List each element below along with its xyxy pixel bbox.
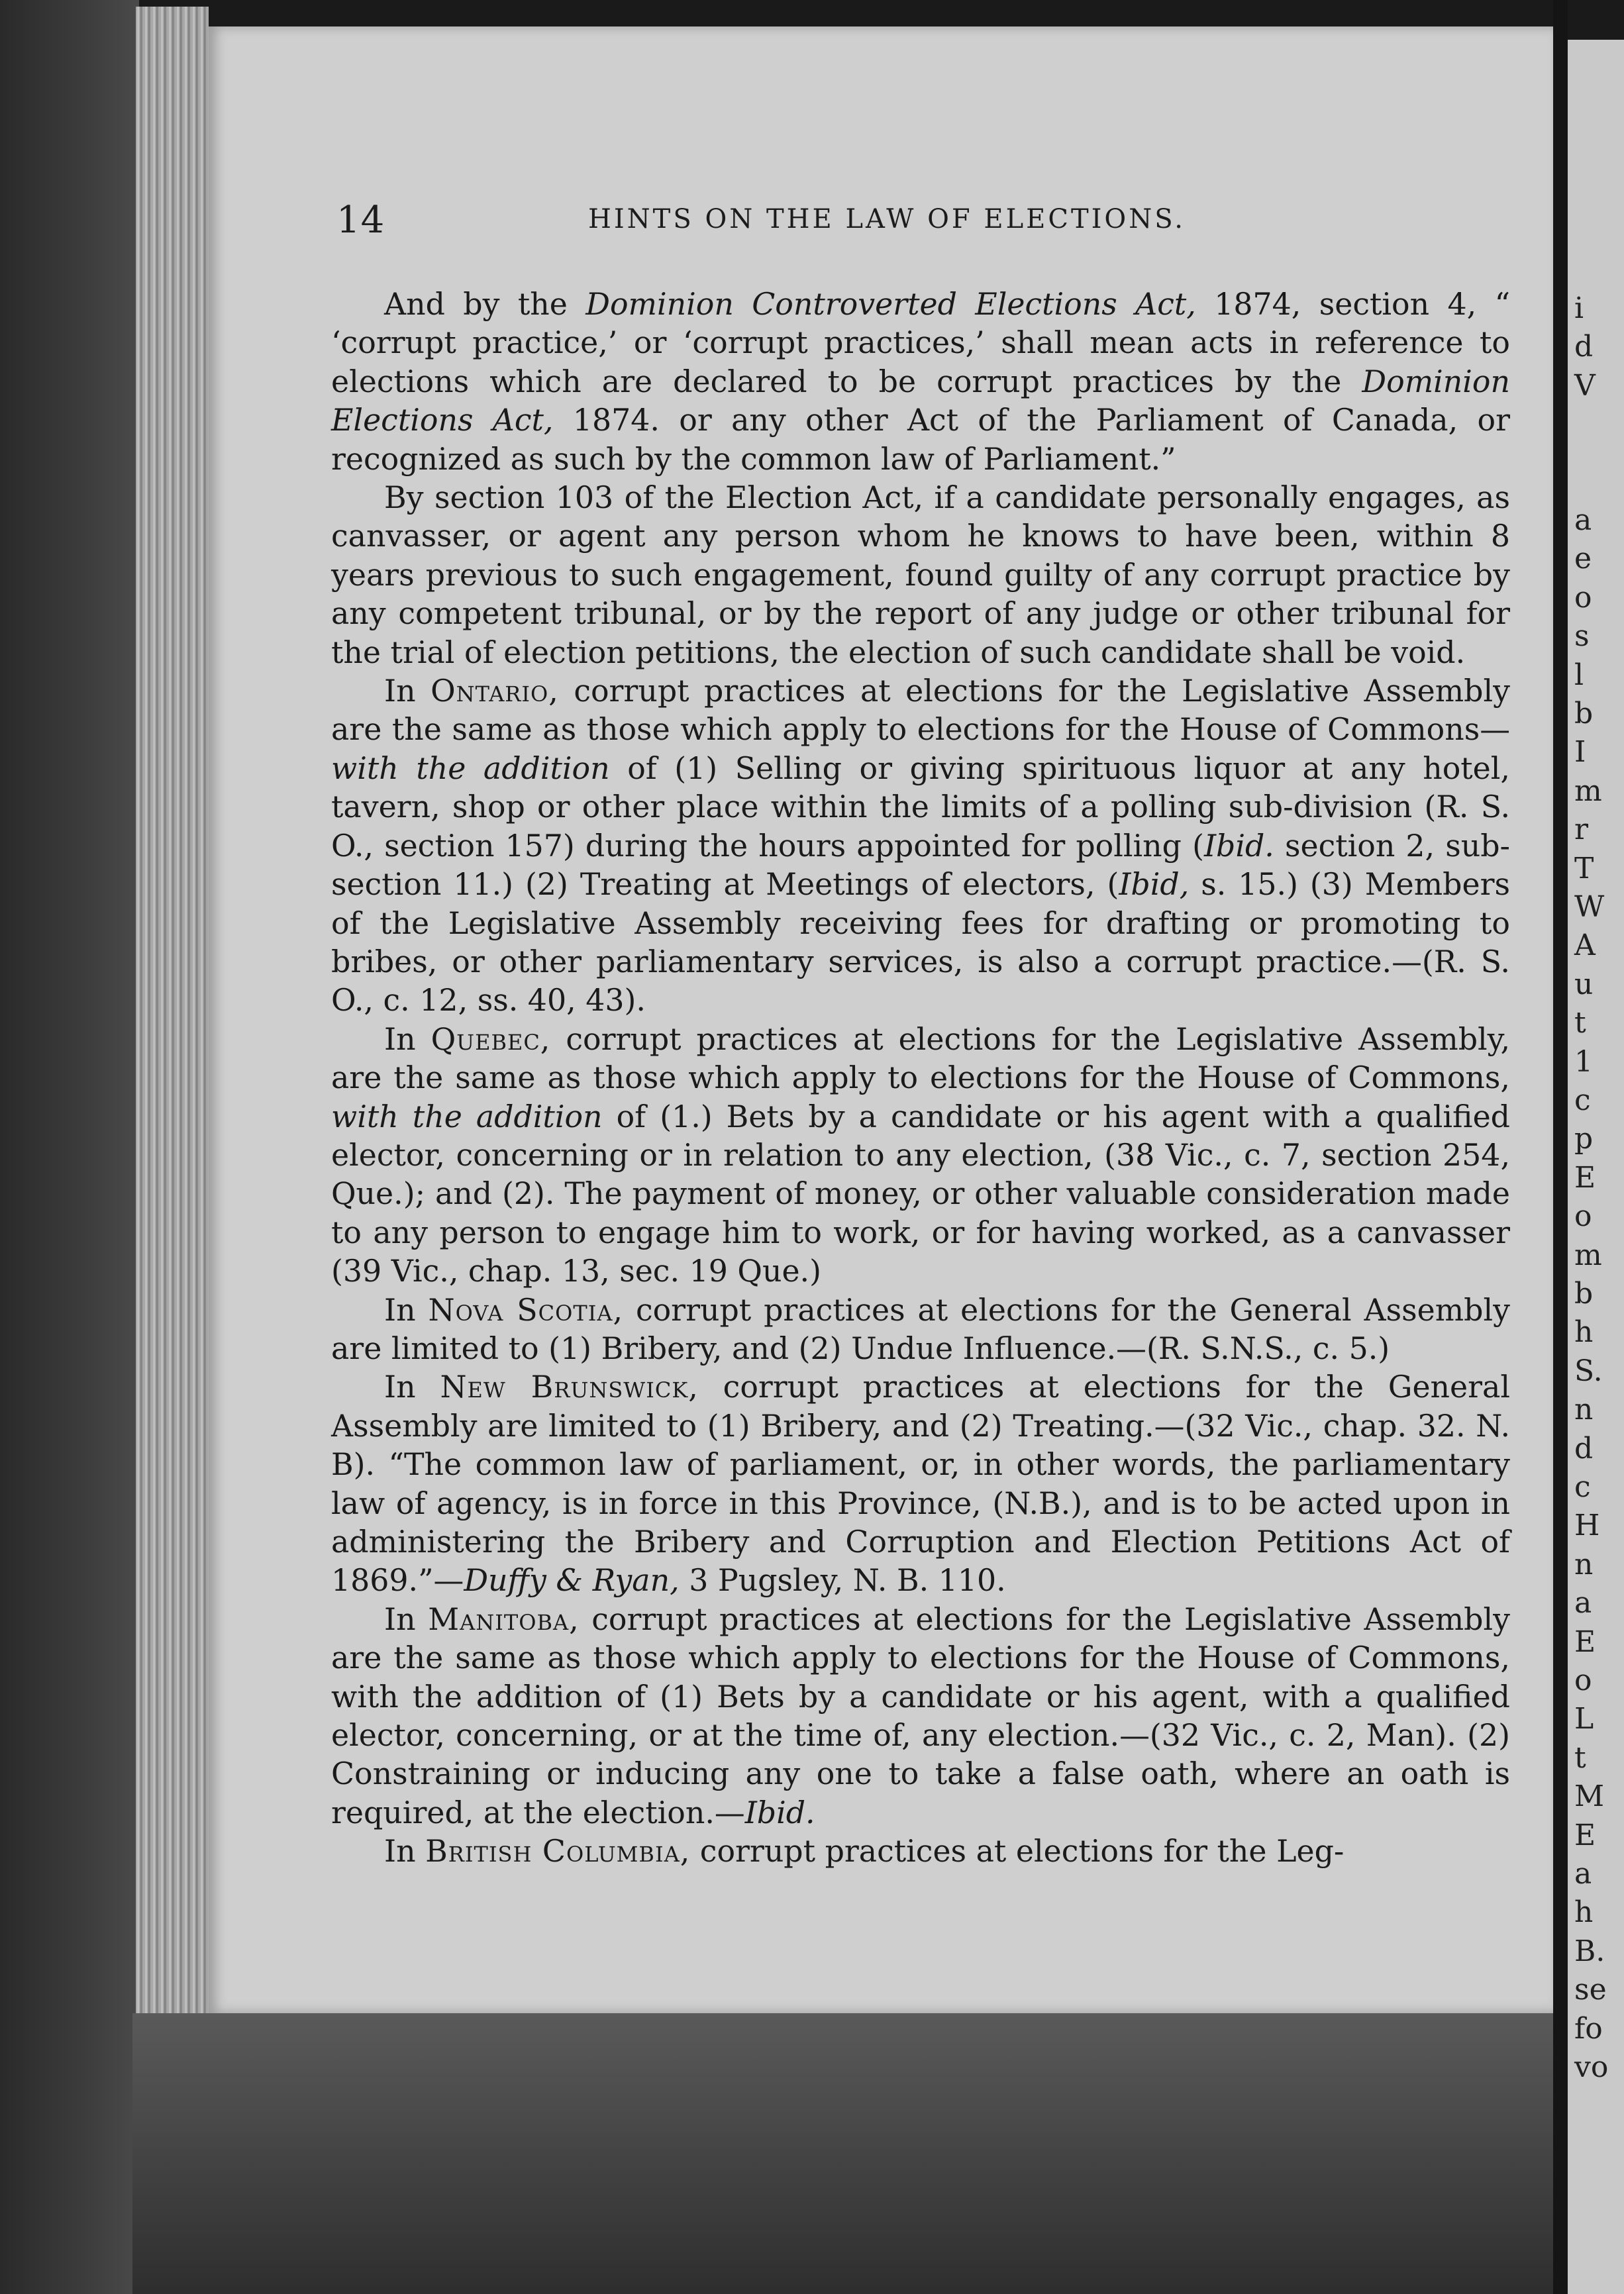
- facing-page-text: s: [1574, 619, 1590, 654]
- facing-page-text: r: [1574, 813, 1589, 847]
- facing-page-text: I: [1574, 735, 1586, 770]
- facing-page-text: p: [1574, 1122, 1594, 1156]
- paragraph-new-brunswick: In New Brunswick, corrupt practices at elections for the General Assembly are limited to (1) Bribery, and (2) Treating.—(32 Vic., chap. 32. N. B). “The common law of parliament, or, in other words, the parliamentary law of agency, is in force in this Province, (N.B.), and is to be acted upon in administering the Bribery and Corruption and Election Petitions Act of 1869.”—Duffy & Ryan, 3 Pugsley, N. B. 110.: [331, 1369, 1510, 1599]
- facing-page-text: h: [1574, 1895, 1594, 1930]
- facing-page-text: h: [1574, 1315, 1594, 1350]
- paragraph-ontario: In Ontario, corrupt practices at elections for the Legislative Assembly are the same as those which apply to elections for the House of Commons—with the addition of (1) Selling or giving spirituous liquor at any hotel, tavern, shop or other place within the limits of a polling sub-division (R. S. O., section 157) during the hours appointed for polling (Ibid. section 2, sub-section 11.) (2) Treating at Meetings of electors, (Ibid, s. 15.) (3) Members of the Legislative Assembly receiving fees for drafting or promoting to bribes, or other parliamentary services, is also a corrupt practice.—(R. S. O., c. 12, ss. 40, 43).: [331, 673, 1510, 1019]
- facing-page-text: o: [1574, 580, 1592, 615]
- facing-page-text: c: [1574, 1083, 1591, 1117]
- paragraph-quebec: In Quebec, corrupt practices at elections for the Legislative Assembly, are the same as those which apply to elections for the House of Commons, with the addition of (1.) Bets by a candidate or his agent with a qualified elector, concerning or in relation to any election, (38 Vic., c. 7, section 254, Que.); and (2). The payment of money, or other valuable consideration made to any person to engage him to work, or for having worked, as a canvasser (39 Vic., chap. 13, sec. 19 Que.): [331, 1021, 1510, 1289]
- facing-page-text: o: [1574, 1664, 1592, 1697]
- facing-page-text: T: [1574, 851, 1594, 885]
- running-header: [336, 199, 1509, 245]
- scan-background-left: [0, 0, 139, 2294]
- facing-page-text: 1: [1574, 1044, 1593, 1079]
- facing-page-text: c: [1574, 1470, 1591, 1504]
- facing-page-text: E: [1574, 1624, 1596, 1659]
- facing-page-text: a: [1574, 1586, 1592, 1621]
- facing-page-text: S.: [1574, 1354, 1603, 1388]
- facing-page-text: M: [1574, 1779, 1605, 1814]
- facing-page-text: H: [1574, 1509, 1600, 1543]
- facing-page-text: W: [1574, 890, 1605, 924]
- book-page-edges: [136, 7, 209, 2020]
- facing-page-text: fo: [1574, 2011, 1603, 2046]
- facing-page-text: n: [1574, 1547, 1594, 1581]
- facing-page-text: E: [1574, 1818, 1596, 1852]
- facing-page-text: m: [1574, 773, 1602, 808]
- facing-page-text: V: [1574, 368, 1596, 403]
- facing-page-text: se: [1574, 1973, 1607, 2007]
- page-body: [331, 285, 1510, 1871]
- facing-page-text: A: [1574, 928, 1596, 963]
- paragraph-manitoba: In Manitoba, corrupt practices at elections for the Legislative Assembly are the same as those which apply to elections for the House of Commons, with the addition of (1) Bets by a candidate or his agent, with a qualified elector, concerning, or at the time of, any election.—(32 Vic., c. 2, Man). (2) Constraining or inducing any one to take a false oath, where an oath is required, at the election.—Ibid.: [331, 1601, 1510, 1830]
- facing-page-text: l: [1574, 658, 1584, 692]
- facing-page-text: a: [1574, 1857, 1592, 1891]
- facing-page-text: d: [1574, 330, 1594, 364]
- facing-page-text: E: [1574, 1160, 1596, 1195]
- facing-page-text: o: [1574, 1199, 1592, 1234]
- facing-page-text: i: [1574, 291, 1584, 325]
- facing-page-text: m: [1574, 1238, 1602, 1272]
- facing-page-text: u: [1574, 967, 1594, 1001]
- facing-page-text: a: [1574, 503, 1592, 537]
- facing-page-text: d: [1574, 1431, 1594, 1466]
- facing-page-text: b: [1574, 1277, 1594, 1311]
- facing-page-text: vo: [1574, 2050, 1609, 2084]
- scan-background-bottom: [132, 2013, 1556, 2294]
- paragraph-british-columbia: In British Columbia, corrupt practices at elections for the Leg-: [384, 1833, 1345, 1870]
- paragraph: By section 103 of the Election Act, if a candidate personally engages, as canvasser, or agent any person whom he knows to have been, within 8 years previous to such engagement, found guilty of any corrupt practice by any competent tribunal, or by the report of any judge or other tribunal for the trial of election petitions, the election of such candidate shall be void.: [331, 479, 1510, 670]
- facing-page-text: L: [1574, 1702, 1594, 1736]
- facing-page-text: B.: [1574, 1934, 1605, 1968]
- facing-page-text: t: [1574, 1740, 1586, 1775]
- facing-page-text: b: [1574, 697, 1594, 730]
- facing-page-text: e: [1574, 542, 1592, 576]
- facing-page-fragment: [1568, 40, 1624, 2294]
- page-number: 14: [336, 199, 385, 242]
- paragraph-nova-scotia: In Nova Scotia, corrupt practices at elections for the General Assembly are limited to (1) Bribery, and (2) Undue Influence.—(R. S.N.S., c. 5.): [331, 1291, 1510, 1366]
- running-title: HINTS ON THE LAW OF ELECTIONS.: [588, 204, 1186, 234]
- facing-page-text: n: [1574, 1393, 1594, 1427]
- book-gutter: [1553, 0, 1568, 2294]
- paragraph: And by the Dominion Controverted Elections Act, 1874, section 4, “ ‘corrupt practice,’ or ‘corrupt practices,’ shall mean acts in reference to elections which are declared to be corrupt practices by the Dominion Elections Act, 1874. or any other Act of the Parliament of Canada, or recognized as such by the common law of Parliament.”: [331, 286, 1510, 477]
- facing-page-text: t: [1574, 1006, 1586, 1040]
